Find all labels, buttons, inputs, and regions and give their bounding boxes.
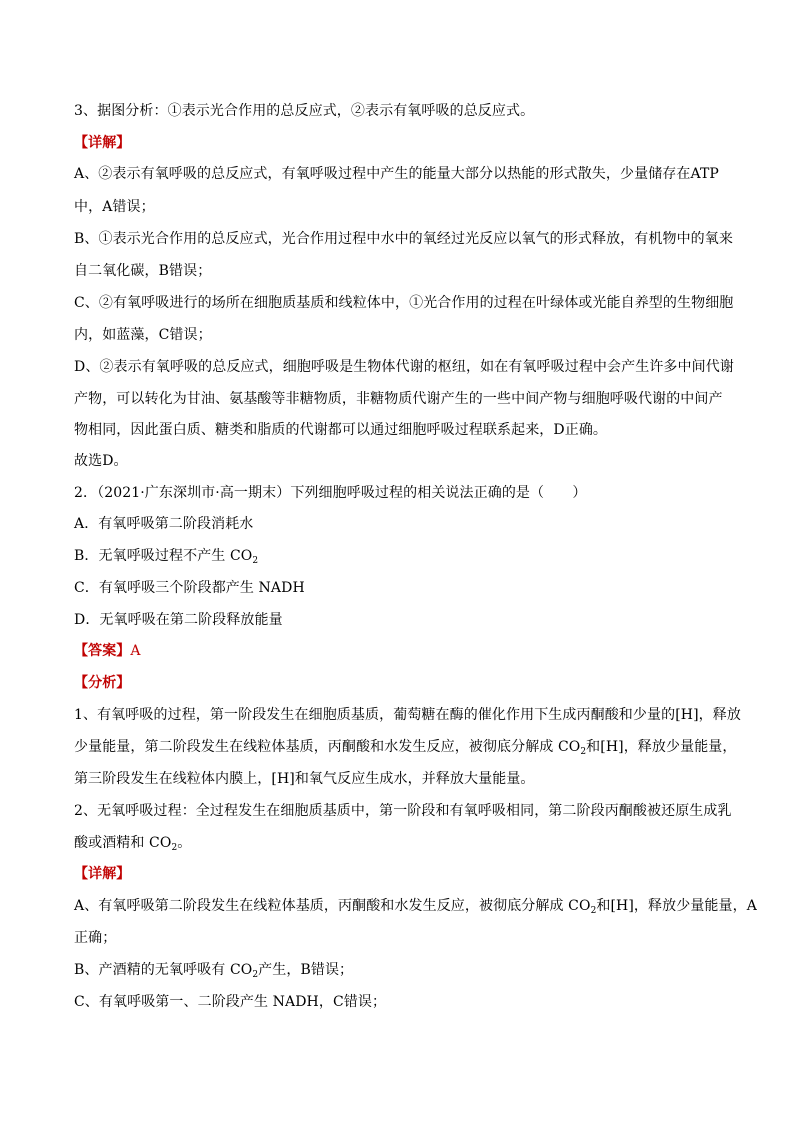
analysis-heading: 【分析】 [74, 675, 131, 691]
analysis-line: 2、无氧呼吸过程：全过程发生在细胞质基质中，第一阶段和有氧呼吸相同，第二阶段丙酮酸被还原生成乳 [74, 803, 732, 819]
option-b [74, 546, 258, 566]
answer-value: A [130, 643, 141, 659]
detail-line: 正确； [74, 930, 117, 946]
subscript: 2 [171, 843, 178, 853]
analysis-point-3: 3、据图分析：①表示光合作用的总反应式，②表示有氧呼吸的总反应式。 [74, 103, 535, 119]
subscript: 2 [580, 747, 587, 757]
analysis-line: 第三阶段发生在线粒体内膜上，[H]和氧气反应生成水，并释放大量能量。 [74, 771, 535, 787]
subscript: 2 [252, 556, 259, 566]
analysis-line [74, 833, 191, 853]
analysis-text: 酸或酒精和 CO [74, 835, 172, 851]
option-d: D．无氧呼吸在第二阶段释放能量 [74, 612, 283, 628]
detail-line: 内，如蓝藻，C错误； [74, 327, 212, 343]
analysis-text: 。 [177, 835, 192, 851]
analysis-text: 少量能量，第二阶段发生在线粒体基质，丙酮酸和水发生反应，被彻底分解成 CO [74, 739, 581, 755]
option-c: C．有氧呼吸三个阶段都产生 NADH [74, 580, 305, 596]
detail-line [74, 960, 353, 980]
answer-line [74, 641, 141, 661]
detail-line: 产物，可以转化为甘油、氨基酸等非糖物质，非糖物质代谢产生的一些中间产物与细胞呼吸代谢的中间产 [74, 391, 723, 407]
detail-line: C、②有氧呼吸进行的场所在细胞质基质和线粒体中，①光合作用的过程在叶绿体或光能自养型的生物细胞 [74, 295, 734, 311]
analysis-line: 1、有氧呼吸的过程，第一阶段发生在细胞质基质，葡萄糖在酶的催化作用下生成丙酮酸和少量的[H]，释放 [74, 707, 741, 723]
detail-line: C、有氧呼吸第一、二阶段产生 NADH，C错误； [74, 994, 387, 1010]
detail-line: A、②表示有氧呼吸的总反应式，有氧呼吸过程中产生的能量大部分以热能的形式散失，少量储存在ATP [74, 166, 719, 182]
subscript: 2 [252, 970, 259, 980]
detail-line: 自二氧化碳，B错误； [74, 263, 212, 279]
detail-line: B、①表示光合作用的总反应式，光合作用过程中水中的氧经过光反应以氧气的形式释放，有机物中的氧来 [74, 231, 733, 247]
detail-text: B、产酒精的无氧呼吸有 CO [74, 962, 253, 978]
conclusion-text: 故选D。 [74, 453, 128, 469]
detail-heading-2: 【详解】 [74, 866, 131, 882]
analysis-text: 和[H]，释放少量能量， [586, 739, 737, 755]
detail-text: A、有氧呼吸第二阶段发生在线粒体基质，丙酮酸和水发生反应，被彻底分解成 CO [74, 898, 591, 914]
analysis-line [74, 737, 737, 757]
option-b-text: B．无氧呼吸过程不产生 CO [74, 548, 253, 564]
option-a: A．有氧呼吸第二阶段消耗水 [74, 516, 254, 532]
detail-heading: 【详解】 [74, 135, 131, 151]
subscript: 2 [590, 906, 597, 916]
detail-line: D、②表示有氧呼吸的总反应式，细胞呼吸是生物体代谢的枢纽，如在有氧呼吸过程中会产生许多中间代谢 [74, 359, 734, 375]
detail-text: 产生，B错误； [258, 962, 354, 978]
detail-line [74, 896, 757, 916]
detail-line: 物相同，因此蛋白质、糖类和脂质的代谢都可以通过细胞呼吸过程联系起来，D正确。 [74, 422, 608, 438]
answer-heading: 【答案】 [74, 643, 131, 659]
question-2-stem: 2．（2021·广东深圳市·高一期末）下列细胞呼吸过程的相关说法正确的是（ ） [74, 485, 587, 501]
detail-text: 和[H]，释放少量能量，A [596, 898, 757, 914]
detail-line: 中，A错误； [74, 199, 155, 215]
